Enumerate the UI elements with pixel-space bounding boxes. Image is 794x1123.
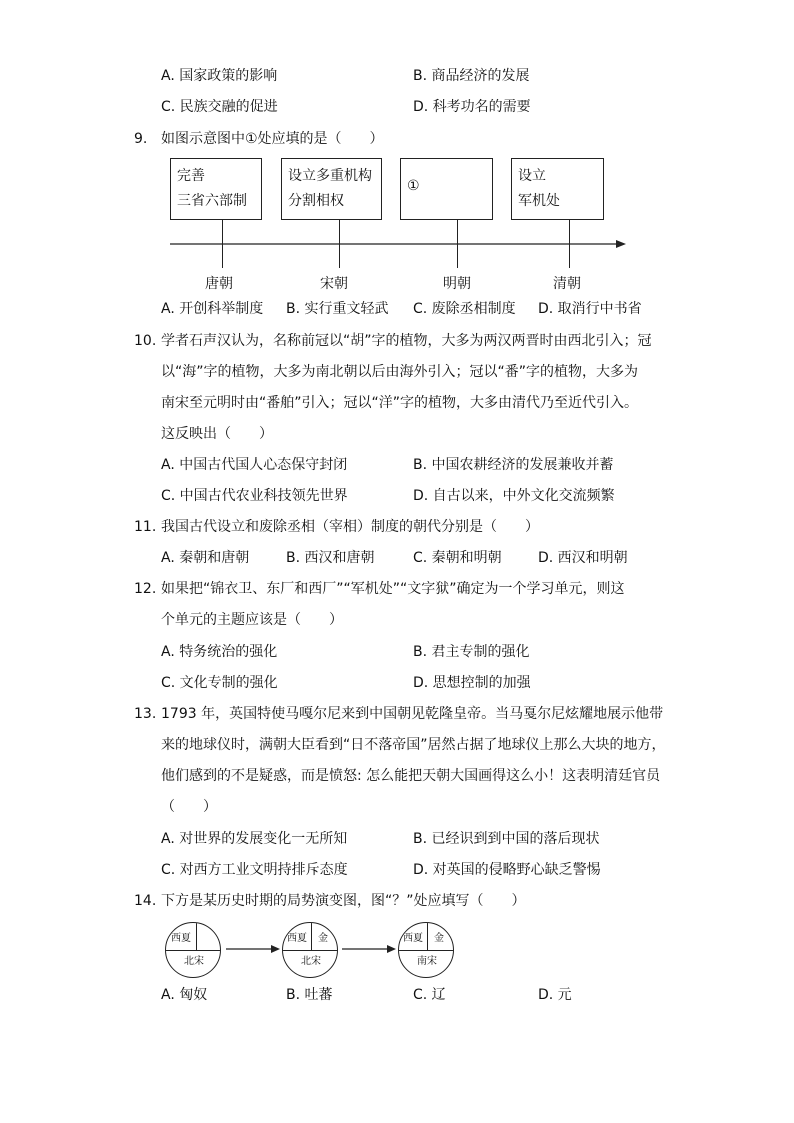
situation-circle-2: [282, 922, 338, 978]
dynasty-label-ming: 明朝: [443, 276, 471, 292]
box-line-1: ①: [407, 178, 420, 194]
q13-number: 13.: [134, 706, 157, 722]
region-label: 南宋: [417, 956, 437, 967]
q8-option-b: B. 商品经济的发展: [413, 68, 530, 84]
dynasty-label-song: 宋朝: [320, 276, 348, 292]
q10-option-a: A. 中国古代国人心态保守封闭: [161, 457, 348, 473]
region-label: 西夏: [287, 933, 307, 944]
q12-option-a: A. 特务统治的强化: [161, 644, 278, 660]
q11-option-d: D. 西汉和明朝: [538, 550, 628, 566]
q11-option-c: C. 秦朝和明朝: [413, 550, 502, 566]
region-label: 西夏: [171, 933, 191, 944]
q9-option-d: D. 取消行中书省: [538, 301, 642, 317]
q9-option-c: C. 废除丞相制度: [413, 301, 516, 317]
q14-option-b: B. 吐蕃: [286, 987, 333, 1003]
q13-option-b: B. 已经识到到中国的落后现状: [413, 831, 600, 847]
q14-option-d: D. 元: [538, 987, 572, 1003]
region-label: 北宋: [184, 956, 204, 967]
q14-option-c: C. 辽: [413, 987, 446, 1003]
q11-stem: 我国古代设立和废除丞相（宰相）制度的朝代分别是（ ）: [161, 519, 539, 535]
arrow-right-icon: [226, 943, 282, 955]
box-line-2: 分割相权: [288, 193, 344, 209]
q13-line-1: 1793 年，英国特使马嘎尔尼来到中国朝见乾隆皇帝。当马戛尔尼炫耀地展示他带: [161, 706, 664, 722]
q12-option-c: C. 文化专制的强化: [161, 675, 278, 691]
q13-option-d: D. 对英国的侵略野心缺乏警惕: [413, 862, 601, 878]
q9-option-a: A. 开创科举制度: [161, 301, 264, 317]
timeline-box-song: [281, 158, 382, 220]
box-line-1: 设立: [518, 168, 546, 184]
q9-option-b: B. 实行重文轻武: [286, 301, 389, 317]
situation-circle-1: [165, 922, 221, 978]
q13-line-2: 来的地球仪时，满朝大臣看到“日不落帝国”居然占据了地球仪上那么大块的地方，: [161, 737, 666, 753]
region-label: 金: [434, 933, 444, 944]
q10-line-2: 以“海”字的植物，大多为南北朝以后由海外引入；冠以“番”字的植物，大多为: [161, 364, 639, 380]
q9-number: 9.: [134, 131, 148, 147]
timeline-box-qing: [511, 158, 604, 220]
q10-number: 10.: [134, 333, 157, 349]
q11-number: 11.: [134, 519, 157, 535]
q12-option-b: B. 君主专制的强化: [413, 644, 530, 660]
region-label: 北宋: [301, 956, 321, 967]
q12-line-1: 如果把“锦衣卫、东厂和西厂”“军机处”“文字狱”确定为一个学习单元，则这: [161, 581, 625, 597]
q10-option-b: B. 中国农耕经济的发展兼收并蓄: [413, 457, 614, 473]
q12-number: 12.: [134, 581, 157, 597]
arrow-right-icon: [342, 943, 398, 955]
q12-line-2: 个单元的主题应该是（ ）: [161, 612, 343, 628]
q13-option-c: C. 对西方工业文明持排斥态度: [161, 862, 348, 878]
q11-option-a: A. 秦朝和唐朝: [161, 550, 250, 566]
q14-stem: 下方是某历史时期的局势演变图，图“？”处应填写（ ）: [161, 893, 526, 909]
q13-line-4: （ ）: [161, 799, 217, 815]
region-label: 西夏: [403, 933, 423, 944]
dynasty-label-qing: 清朝: [553, 276, 581, 292]
q9-stem: 如图示意图中①处应填的是（ ）: [161, 131, 384, 147]
box-line-1: 设立多重机构: [288, 168, 372, 184]
q8-option-c: C. 民族交融的促进: [161, 99, 278, 115]
q13-line-3: 他们感到的不是疑惑，而是愤怒: 怎么能把天朝大国画得这么小！这表明清廷官员: [161, 768, 661, 784]
q13-option-a: A. 对世界的发展变化一无所知: [161, 831, 348, 847]
timeline-box-ming: [400, 158, 493, 220]
q12-option-d: D. 思想控制的加强: [413, 675, 531, 691]
q14-option-a: A. 匈奴: [161, 987, 208, 1003]
dynasty-label-tang: 唐朝: [205, 276, 233, 292]
q11-option-b: B. 西汉和唐朝: [286, 550, 375, 566]
q10-option-d: D. 自古以来，中外文化交流频繁: [413, 488, 615, 504]
q10-option-c: C. 中国古代农业科技领先世界: [161, 488, 348, 504]
q10-line-4: 这反映出（ ）: [161, 426, 273, 442]
q14-number: 14.: [134, 893, 157, 909]
box-line-1: 完善: [177, 168, 205, 184]
situation-circle-3: [398, 922, 454, 978]
q10-line-3: 南宋至元明时由“番舶”引入；冠以“洋”字的植物，大多由清代乃至近代引入。: [161, 395, 639, 411]
q8-option-d: D. 科考功名的需要: [413, 99, 531, 115]
box-line-2: 三省六部制: [177, 193, 247, 209]
q8-option-a: A. 国家政策的影响: [161, 68, 278, 84]
region-label: 金: [318, 933, 328, 944]
timeline-box-tang: [170, 158, 262, 220]
timeline-arrow: [170, 237, 630, 251]
q10-line-1: 学者石声汉认为，名称前冠以“胡”字的植物，大多为两汉两晋时由西北引入；冠: [161, 333, 652, 349]
box-line-2: 军机处: [518, 193, 560, 209]
